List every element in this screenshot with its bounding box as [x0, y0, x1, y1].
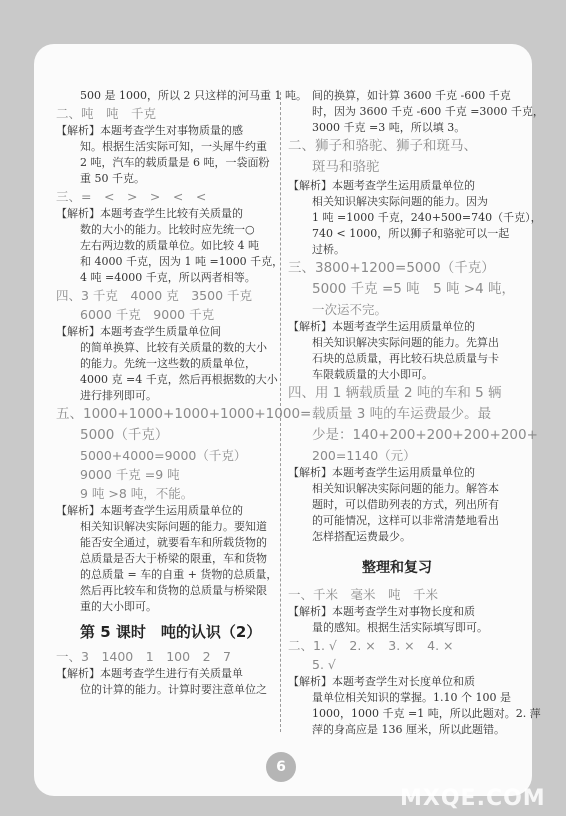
right-line: 【解析】本题考查学生运用质量单位的 [288, 466, 475, 479]
left-line: 4 吨 =4000 千克，所以两者相等。 [80, 271, 256, 284]
right-lines [288, 88, 544, 545]
left-line: 四、3 千克 4000 克 3500 千克 [56, 288, 252, 303]
left-line: 总质量是否大于桥梁的限重，车和货物 [80, 552, 267, 565]
right-column [288, 88, 544, 738]
right-line: 石块的总质量，再比较石块总质量与卡 [312, 352, 499, 365]
right-line: 1 吨 =1000 千克，240+500=740（千克）， [312, 211, 542, 224]
left-line: 二、吨 吨 千克 [56, 106, 157, 121]
left-lines [56, 88, 312, 615]
watermark: MXQE.COM [400, 786, 546, 811]
left-line: 4000 克 =4 千克，然后再根据数的大小 [80, 373, 278, 386]
right-line: 【解析】本题考查学生运用质量单位的 [288, 179, 475, 192]
left-line: 【解析】本题考查学生对事物质量的感 [56, 124, 243, 137]
left-line: 重的大小即可。 [80, 600, 157, 613]
left-line: 进行排列即可。 [80, 389, 157, 402]
lesson-title: 第 5 课时 吨的认识（2） [80, 623, 262, 641]
right-line: 3000 千克 =3 吨，所以填 3。 [312, 121, 466, 134]
right-line: 相关知识解决实际问题的能力。解答本 [312, 482, 499, 495]
left-line: 五、1000+1000+1000+1000+1000= [56, 406, 312, 422]
left-after-line: 一、3 1400 1 100 2 7 [56, 649, 231, 664]
left-line: 9000 千克 =9 吨 [80, 467, 180, 482]
left-line: 9 吨 >8 吨，不能。 [80, 486, 194, 501]
left-line: 相关知识解决实际问题的能力。要知道 [80, 520, 267, 533]
right-line: 斑马和骆驼 [312, 159, 380, 175]
left-after-line: 位的计算的能力。计算时要注意单位之 [80, 683, 267, 696]
right-after-line: 【解析】本题考查学生对事物长度和质 [288, 605, 475, 618]
right-after-line: 量单位相关知识的掌握。1.10 个 100 是 [312, 691, 511, 704]
left-line: 的简单换算、比较有关质量的数的大小 [80, 341, 267, 354]
right-line: 过桥。 [312, 243, 345, 256]
right-line: 题时，可以借助列表的方式，列出所有 [312, 498, 499, 511]
right-after-line: 【解析】本题考查学生对长度单位和质 [288, 675, 475, 688]
left-line: 5000+4000=9000（千克） [80, 448, 247, 463]
right-line: 相关知识解决实际问题的能力。因为 [312, 195, 488, 208]
left-line: 数的大小的能力。比较时应先统一○ [80, 223, 255, 236]
left-line: 和 4000 千克，因为 1 吨 =1000 千克， [80, 255, 284, 268]
right-line: 间的换算，如计算 3600 千克 -600 千克 [312, 89, 511, 102]
right-line: 的可能情况，这样可以非常清楚地看出 [312, 514, 499, 527]
right-line: 怎样搭配运费最少。 [312, 530, 411, 543]
right-after-line: 二、1. √ 2. × 3. × 4. × [288, 638, 454, 653]
right-after-line: 量的感知。根据生活实际填写即可。 [312, 621, 488, 634]
left-line: 5000（千克） [80, 427, 169, 443]
left-line: 知。根据生活实际可知，一头犀牛约重 [80, 140, 267, 153]
right-line: 5000 千克 =5 吨 5 吨 >4 吨， [312, 281, 515, 297]
right-line: 少是：140+200+200+200+200+ [312, 427, 538, 443]
left-after-line: 【解析】本题考查学生进行有关质量单 [56, 667, 243, 680]
left-line: 三、= < > > < < [56, 189, 207, 204]
left-line: 【解析】本题考查学生比较有关质量的 [56, 207, 243, 220]
right-line: 四、用 1 辆载质量 2 吨的车和 5 辆 [288, 385, 502, 401]
right-line: 三、3800+1200=5000（千克） [288, 260, 495, 276]
left-line: 2 吨，汽车的载质量是 6 吨，一袋面粉 [80, 156, 270, 169]
left-line: 的能力。先统一这些数的质量单位， [80, 357, 256, 370]
right-after-line: 萍的身高应是 136 厘米，所以此题错。 [312, 723, 505, 736]
right-line: 载质量 3 吨的车运费最少。最 [312, 406, 492, 422]
right-line: 740 < 1000，所以狮子和骆驼可以一起 [312, 227, 510, 240]
left-line: 重 50 千克。 [80, 172, 145, 185]
left-line: 6000 千克 9000 千克 [80, 307, 215, 322]
right-after-line: 一、千米 毫米 吨 千米 [288, 587, 439, 602]
right-line: 时，因为 3600 千克 -600 千克 =3000 千克， [312, 105, 544, 118]
left-line: 【解析】本题考查学生运用质量单位的 [56, 504, 243, 517]
right-line: 车限载质量的大小即可。 [312, 368, 433, 381]
right-after-lines [288, 585, 541, 738]
left-column [56, 88, 312, 698]
left-line: 左右两边数的质量单位。如比较 4 吨 [80, 239, 259, 252]
right-line: 二、狮子和骆驼、狮子和斑马、 [288, 138, 477, 154]
right-line: 相关知识解决实际问题的能力。先算出 [312, 336, 499, 349]
left-line: 能否安全通过，就要看车和所载货物的 [80, 536, 267, 549]
right-after-line: 1000，1000 千克 =1 吨，所以此题对。2. 萍 [312, 707, 541, 720]
review-title: 整理和复习 [362, 560, 432, 576]
right-line: 200=1140（元） [312, 448, 416, 463]
left-line: 然后再比较车和货物的总质量与桥梁限 [80, 584, 267, 597]
page-number: 6 [266, 752, 296, 782]
right-after-line: 5. √ [312, 657, 336, 672]
left-after-lines [56, 647, 274, 698]
right-line: 一次运不完。 [312, 302, 388, 317]
left-line: 500 是 1000，所以 2 只这样的河马重 1 吨。 [80, 89, 307, 102]
left-line: 【解析】本题考查学生质量单位间 [56, 325, 221, 338]
left-line: 的总质量 = 车的自重 + 货物的总质量， [80, 568, 278, 581]
right-line: 【解析】本题考查学生运用质量单位的 [288, 320, 475, 333]
